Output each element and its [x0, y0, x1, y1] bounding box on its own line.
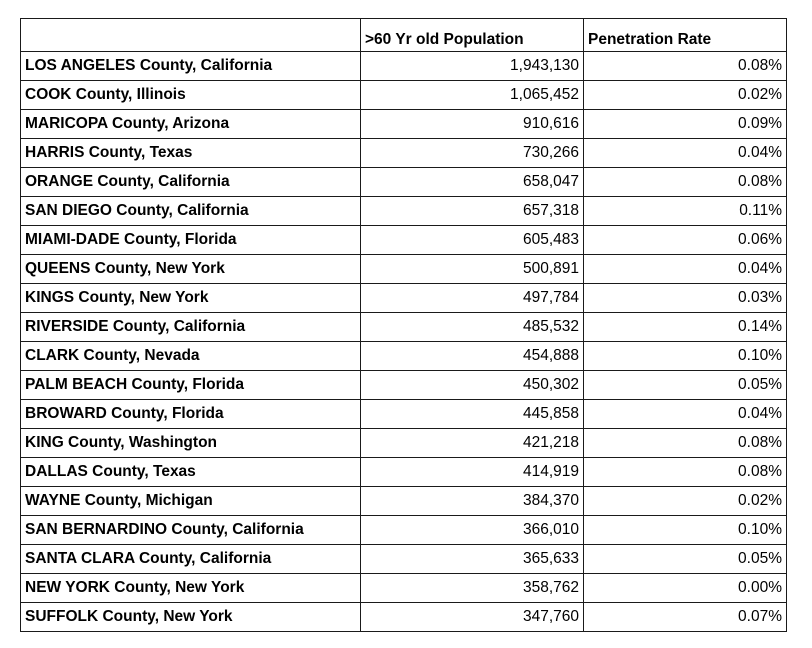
table-row — [21, 487, 787, 516]
table-row — [21, 574, 787, 603]
county-cell: KING County, Washington — [21, 429, 361, 458]
county-cell: MIAMI-DADE County, Florida — [21, 226, 361, 255]
population-cell: 1,943,130 — [361, 52, 584, 81]
population-cell: 358,762 — [361, 574, 584, 603]
rate-cell: 0.08% — [584, 52, 787, 81]
population-cell: 1,065,452 — [361, 81, 584, 110]
table-row — [21, 168, 787, 197]
county-cell: QUEENS County, New York — [21, 255, 361, 284]
population-cell: 500,891 — [361, 255, 584, 284]
county-cell: MARICOPA County, Arizona — [21, 110, 361, 139]
rate-cell: 0.10% — [584, 342, 787, 371]
rate-cell: 0.07% — [584, 603, 787, 632]
rate-cell: 0.02% — [584, 81, 787, 110]
header-row — [21, 19, 787, 52]
table-row — [21, 313, 787, 342]
population-cell: 658,047 — [361, 168, 584, 197]
rate-cell: 0.06% — [584, 226, 787, 255]
county-cell: SANTA CLARA County, California — [21, 545, 361, 574]
rate-cell: 0.14% — [584, 313, 787, 342]
table-row — [21, 342, 787, 371]
population-cell: 366,010 — [361, 516, 584, 545]
county-cell: ORANGE County, California — [21, 168, 361, 197]
table-row — [21, 603, 787, 632]
county-cell: SUFFOLK County, New York — [21, 603, 361, 632]
county-cell: HARRIS County, Texas — [21, 139, 361, 168]
population-cell: 445,858 — [361, 400, 584, 429]
rate-cell: 0.05% — [584, 545, 787, 574]
table-row — [21, 371, 787, 400]
table-row — [21, 139, 787, 168]
rate-cell: 0.11% — [584, 197, 787, 226]
population-cell: 657,318 — [361, 197, 584, 226]
rate-cell: 0.04% — [584, 139, 787, 168]
population-cell: 454,888 — [361, 342, 584, 371]
county-cell: KINGS County, New York — [21, 284, 361, 313]
population-cell: 347,760 — [361, 603, 584, 632]
population-cell: 421,218 — [361, 429, 584, 458]
table-row — [21, 110, 787, 139]
county-cell: CLARK County, Nevada — [21, 342, 361, 371]
table-row — [21, 400, 787, 429]
header-population: >60 Yr old Population — [361, 19, 584, 52]
county-cell: BROWARD County, Florida — [21, 400, 361, 429]
table-row — [21, 255, 787, 284]
county-cell: SAN DIEGO County, California — [21, 197, 361, 226]
county-cell: SAN BERNARDINO County, California — [21, 516, 361, 545]
header-county — [21, 19, 361, 52]
county-data-table — [20, 18, 787, 632]
rate-cell: 0.10% — [584, 516, 787, 545]
population-cell: 384,370 — [361, 487, 584, 516]
table-row — [21, 429, 787, 458]
table-row — [21, 226, 787, 255]
population-cell: 730,266 — [361, 139, 584, 168]
table-row — [21, 81, 787, 110]
population-cell: 414,919 — [361, 458, 584, 487]
rate-cell: 0.02% — [584, 487, 787, 516]
table-row — [21, 545, 787, 574]
population-cell: 365,633 — [361, 545, 584, 574]
county-cell: PALM BEACH County, Florida — [21, 371, 361, 400]
rate-cell: 0.04% — [584, 255, 787, 284]
rate-cell: 0.04% — [584, 400, 787, 429]
table-row — [21, 458, 787, 487]
table-row — [21, 197, 787, 226]
county-cell: COOK County, Illinois — [21, 81, 361, 110]
rate-cell: 0.08% — [584, 429, 787, 458]
table-body — [21, 52, 787, 632]
county-cell: DALLAS County, Texas — [21, 458, 361, 487]
rate-cell: 0.08% — [584, 458, 787, 487]
table-row — [21, 284, 787, 313]
population-cell: 485,532 — [361, 313, 584, 342]
rate-cell: 0.00% — [584, 574, 787, 603]
table-row — [21, 516, 787, 545]
table-row — [21, 52, 787, 81]
county-cell: WAYNE County, Michigan — [21, 487, 361, 516]
population-cell: 605,483 — [361, 226, 584, 255]
county-cell: NEW YORK County, New York — [21, 574, 361, 603]
county-cell: RIVERSIDE County, California — [21, 313, 361, 342]
population-cell: 450,302 — [361, 371, 584, 400]
population-cell: 910,616 — [361, 110, 584, 139]
rate-cell: 0.08% — [584, 168, 787, 197]
rate-cell: 0.03% — [584, 284, 787, 313]
spreadsheet-region — [20, 18, 786, 632]
header-rate: Penetration Rate — [584, 19, 787, 52]
county-cell: LOS ANGELES County, California — [21, 52, 361, 81]
population-cell: 497,784 — [361, 284, 584, 313]
rate-cell: 0.05% — [584, 371, 787, 400]
rate-cell: 0.09% — [584, 110, 787, 139]
